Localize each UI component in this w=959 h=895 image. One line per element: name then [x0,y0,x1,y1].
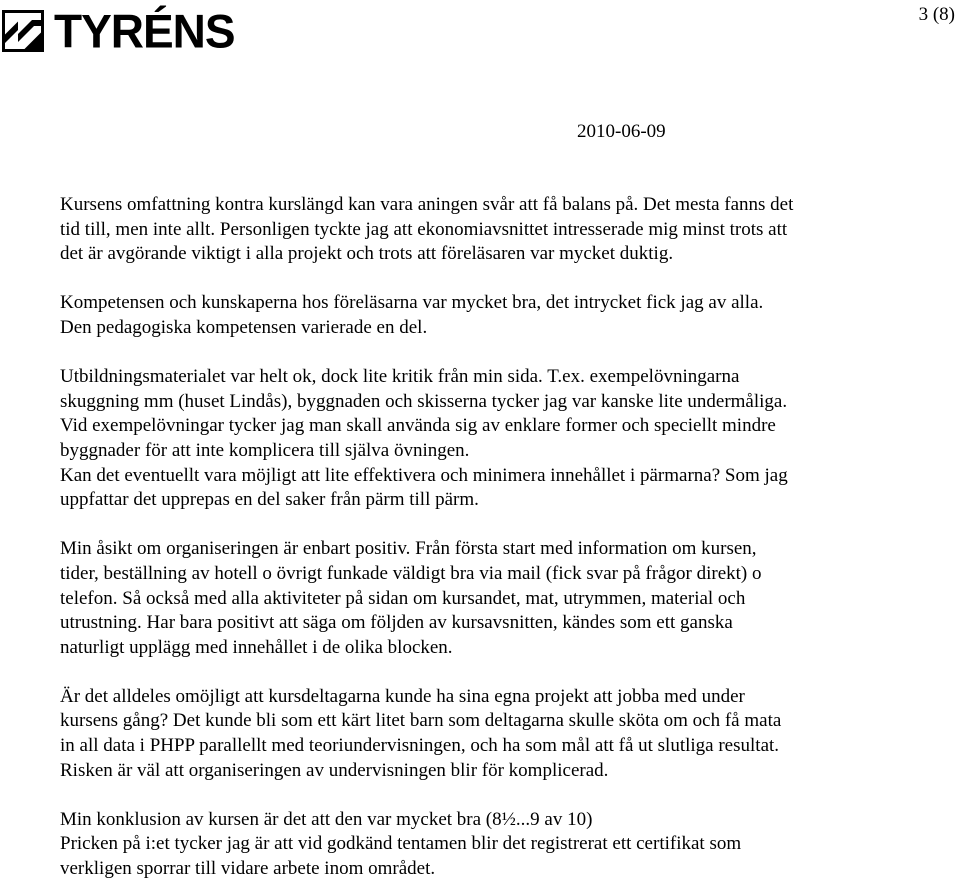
paragraph-gap [60,341,940,366]
text-line: tid till, men inte allt. Personligen tyckte jag att ekonomiavsnittet intresserade mig minst trots att [60,218,788,240]
paragraph [60,537,940,660]
text-line: Min konklusion av kursen är det att den var mycket bra (8½...9 av 10) [60,808,593,830]
text-line: tider, beställning av hotell o övrigt funkade väldigt bra via mail (fick svar på frågor direkt) o [60,562,762,584]
document-body [60,193,940,882]
text-line: det är avgörande viktigt i alla projekt och trots att föreläsaren var mycket duktig. [60,243,674,265]
text-line: telefon. Så också med alla aktiviteter på sidan om kursandet, mat, utrymmen, material och [60,587,746,609]
text-line: Kursens omfattning kontra kurslängd kan vara aningen svår att få balans på. Det mesta fanns det [60,194,794,215]
paragraph-gap [60,783,940,808]
paragraph [60,808,940,882]
paragraph [60,365,940,513]
text-line: Utbildningsmaterialet var helt ok, dock lite kritik från min sida. T.ex. exempelövningarna [60,366,740,388]
page-header [0,0,959,60]
text-line: Risken är väl att organiseringen av undervisningen blir för komplicerad. [60,759,609,781]
text-line: in all data i PHPP parallellt med teoriundervisningen, och ha som mål att få ut slutliga resultat. [60,735,780,757]
text-line: kursens gång? Det kunde bli som ett kärt litet barn som deltagarna skulle sköta om och få mata [60,710,782,732]
paragraph [60,685,940,783]
logo-text: TYRÉNS [54,4,235,58]
text-line: Kompetensen och kunskaperna hos föreläsarna var mycket bra, det intrycket fick jag av alla. [60,292,764,314]
text-line: utrustning. Har bara positivt att säga om följden av kursavsnitten, kändes som ett ganska [60,612,733,634]
text-line: verkligen sporrar till vidare arbete inom området. [60,858,436,880]
page-number: 3 (8) [918,4,955,25]
paragraph-gap [60,513,940,538]
company-logo [2,4,235,58]
paragraph-gap [60,660,940,685]
text-line: naturligt upplägg med innehållet i de olika blocken. [60,636,453,658]
text-line: Den pedagogiska kompetensen varierade en del. [60,316,428,338]
text-line: Är det alldeles omöjligt att kursdeltagarna kunde ha sina egna projekt att jobba med under [60,685,745,707]
text-line: uppfattar det upprepas en del saker från pärm till pärm. [60,489,479,511]
text-line: byggnader för att inte komplicera till själva övningen. [60,439,470,461]
text-line: skuggning mm (huset Lindås), byggnaden och skisserna tycker jag var kanske lite undermåliga. [60,390,788,412]
paragraph [60,193,940,267]
paragraph-gap [60,267,940,292]
text-line: Min åsikt om organiseringen är enbart positiv. Från första start med information om kursen, [60,538,757,560]
text-line: Vid exempelövningar tycker jag man skall använda sig av enklare former och speciellt mindre [60,415,776,437]
logo-mark-icon [2,10,44,52]
text-line: Pricken på i:et tycker jag är att vid godkänd tentamen blir det registrerat ett certifikat som [60,833,742,855]
document-date: 2010-06-09 [577,121,666,142]
text-line: Kan det eventuellt vara möjligt att lite effektivera och minimera innehållet i pärmarna? Som jag [60,464,788,486]
paragraph [60,291,940,340]
